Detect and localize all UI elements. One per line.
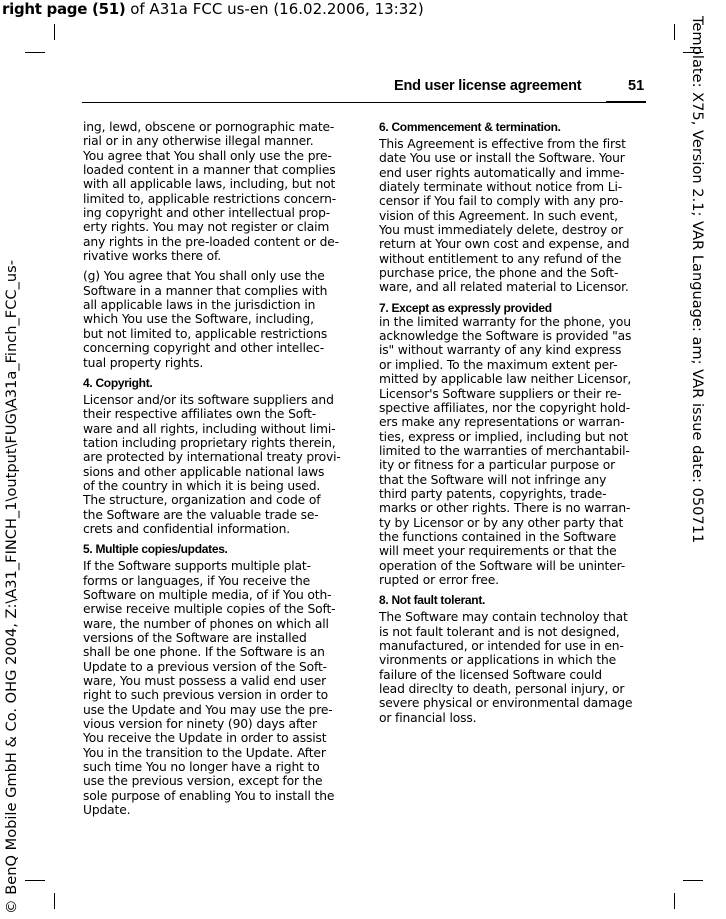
page-number-rule xyxy=(606,101,646,103)
page-number: 51 xyxy=(628,78,645,94)
heading-copyright: 4. Copyright. xyxy=(83,375,153,390)
paragraph-software-use: (g) You agree that You shall only use the Software in a manner that complies with all applicable laws in the jurisdiction in which You use the Software, including, but not limited to, applicable restrictions concerning copyright and other intellec- tual property rights. xyxy=(83,269,328,370)
paragraph-warranty: in the limited warranty for the phone, you acknowledge the Software is provided "as is" without warranty of any kind express or implied. To the maximum extent per- mitted by applicable law neither Licensor, Licensor's Software suppliers or their re- spective affiliates, nor the copyright hold- ers make any representations or warran- ties, express or implied, including but not limited to the warranties of merchantabil- ity or fitness for a particular purpose or that the Software will not infringe any third party patents, copyrights, trade- marks or other rights. There is no warran- ty by Licensor or by any other party that the functions contained in the Software will meet your requirements or that the operation of the Software will be uninter- rupted or error free. xyxy=(379,314,632,587)
crop-mark xyxy=(25,52,45,53)
document-info: of A31a FCC us-en (16.02.2006, 13:32) xyxy=(125,0,424,18)
crop-mark xyxy=(683,880,703,881)
crop-mark xyxy=(54,893,55,909)
page-title: End user license agreement xyxy=(394,78,582,94)
heading-fault-tolerance: 8. Not fault tolerant. xyxy=(379,593,486,608)
paragraph-copyright: Licensor and/or its software suppliers and their respective affiliates own the Soft- ware and all rights, including without limi- tation including proprietary rights therein, are protected by international treaty provi- sions and other applicable national laws of the country in which it is being used. The structure, organization and code of the Software are the valuable trade se- crets and confidential information. xyxy=(83,392,341,536)
crop-mark xyxy=(54,24,55,40)
right-column xyxy=(379,120,649,731)
crop-mark xyxy=(674,893,675,909)
left-column xyxy=(83,120,353,823)
print-header xyxy=(2,0,424,18)
paragraph-preloaded-content: ing, lewd, obscene or pornographic mate- rial or in any otherwise illegal manner. You agree that You shall only use the pre- loaded content in a manner that complies with all applicable laws, including, but not limited to, applicable restrictions concern- ing copyright and other intellectual prop- erty rights. You may not register or claim any rights in the pre-loaded content or de- rivative works there of. xyxy=(83,120,339,264)
paragraph-fault-tolerance: The Software may contain technoloy that is not fault tolerant and is not designed, manufactured, or intended for use in en- vironments or applications in which the failure of the licensed Software could lead direclty to death, personal injury, or severe physical or environmental damage or financial loss. xyxy=(379,610,633,725)
copyright-info: © BenQ Mobile GmbH & Co. OHG 2004, Z:\A31_FINCH_1\output\FUG\A31a_Finch_FCC_us- xyxy=(3,260,20,914)
heading-multiple-copies: 5. Multiple copies/updates. xyxy=(83,542,228,557)
page-label: right page (51) xyxy=(2,0,126,18)
paragraph-commencement: This Agreement is effective from the first date You use or install the Software. Your end user rights automatically and imme- diately terminate without notice from Li- censor if You fail to comply with any pro- vision of this Agreement. In such event, You must immediately delete, destroy or return at Your own cost and expense, and without entitlement to any refund of the purchase price, the phone and the Soft- ware, and all related material to Licensor. xyxy=(379,137,630,295)
paragraph-multiple-copies: If the Software supports multiple plat- forms or languages, if You receive the Software on multiple media, of if You oth- erwise receive multiple copies of the Soft- ware, the number of phones on which all versions of the Software are installed shall be one phone. If the Software is an Update to a previous version of the Soft- ware, You must possess a valid end user right to such previous version in order to use the Update and You may use the pre- vious version for ninety (90) days after You receive the Update in order to assist You in the transition to the Update. After such time You no longer have a right to use the previous version, except for the sole purpose of enabling You to install the Update. xyxy=(83,559,336,818)
heading-warranty: 7. Except as expressly provided xyxy=(379,300,552,315)
header-rule xyxy=(82,102,646,103)
crop-mark xyxy=(25,880,45,881)
template-info: Template: X75, Version 2.1; VAR Language: am; VAR issue date: 050711 xyxy=(689,16,706,544)
crop-mark xyxy=(674,24,675,40)
heading-commencement: 6. Commencement & termination. xyxy=(379,120,561,134)
